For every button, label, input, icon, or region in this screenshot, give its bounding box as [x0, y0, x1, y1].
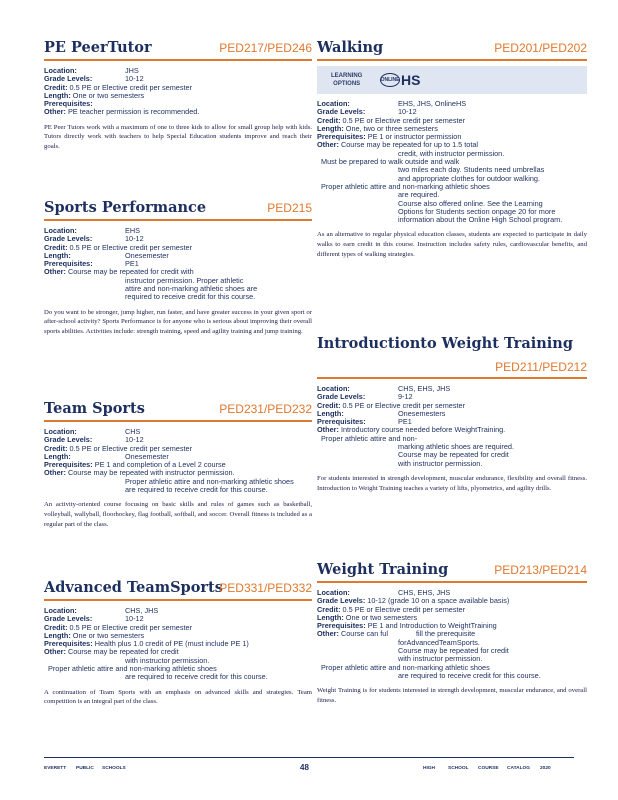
course-code: PED211/PED212: [495, 360, 587, 374]
section-divider: [317, 581, 587, 583]
credit-value: 0.5 PE or Elective credit per semester: [69, 622, 193, 632]
course-title: Team Sports: [44, 400, 145, 417]
credit-value: 0.5 PE or Elective credit per semester: [69, 242, 193, 252]
prereq-value: PE 1 and Introduction to WeightTraining: [367, 621, 497, 631]
course-sports-performance: [44, 194, 312, 336]
other-continued: with instructor permission.: [398, 458, 483, 468]
other-value: Course may be repeated for up to 1.5 total: [340, 140, 479, 150]
course-code: PED217/PED246: [219, 41, 312, 55]
learning-options-banner: [317, 66, 587, 94]
other-value: Introductory course needed before WeightTraining.: [340, 425, 506, 435]
course-walking: [317, 34, 587, 259]
other-continued: Proper athletic attire and non-marking athletic shoes: [125, 476, 294, 486]
course-title: Walking: [317, 39, 384, 56]
course-code: PED331/PED332: [219, 581, 312, 595]
other-continued: Course may be repeated for credit: [398, 450, 509, 460]
footer-left-2: PUBLIC: [76, 766, 94, 771]
course-details: Location: EHS, JHS, OnlineHS Grade Levels: 10-12 Credit: 0.5 PE or Elective credit per semester Length: One, two or three semesters Prerequisites: PE 1 or instructor permission Other: Course may be repeated for up to 1.5 total credit, with instructor permission. Must be prepared to walk outside and walk two miles each day. Students need umbrellas and appropriate clothes for outdoor walking. Proper athletic attire and non-marking athletic shoes are required. Course also offered online. See the Learning Options for Students section onpage 20 for more information about the Online High School program.: [317, 100, 587, 224]
course-details: Location: JHS Grade Levels: 10-12 Credit: 0.5 PE or Elective credit per semester Length: One or two semesters Prerequisites: Other: PE teacher permission is recommended.: [44, 66, 200, 117]
course-description: As an alternative to regular physical education classes, students are expected to participate in daily walks to earn credit in this course. Instruction includes safety rules, cardiovascular benefits, and different types of walking strategies.: [317, 231, 587, 258]
credit-value: 0.5 PE or Elective credit per semester: [69, 82, 193, 92]
online-badge: ONLINE: [380, 73, 400, 87]
length-value: One or two semesters: [72, 630, 145, 640]
course-description: PE Peer Tutors work with a maximum of one to three kids to allow for small group help with kids. Tutors directly work with teachers to help Special Education students improve and reach their goals.: [44, 123, 312, 150]
course-advanced-team-sports: [44, 574, 312, 707]
other-continued: Options for Students section onpage 20 for more: [398, 206, 556, 216]
prereq-value: PE1: [398, 417, 412, 427]
length-value: One or two semesters: [345, 612, 418, 622]
grades-value: 10-12 (grade 10 on a space available basis): [367, 596, 510, 606]
course-title: PE PeerTutor: [44, 39, 152, 56]
other-value: Course may be repeated with instructor permission.: [67, 468, 235, 478]
location-value: CHS: [125, 427, 141, 436]
section-divider: [44, 59, 312, 61]
other-continued: are required to receive credit for this course.: [125, 672, 268, 682]
section-divider: [44, 420, 312, 422]
other-continued: and appropriate clothes for outdoor walking.: [398, 173, 540, 183]
grades-value: 10-12: [125, 435, 144, 445]
credit-value: 0.5 PE or Elective credit per semester: [342, 115, 466, 125]
other-value-tail: fill the prerequisite: [416, 629, 476, 639]
other-continued: are required to receive credit for this course.: [125, 485, 268, 495]
course-details: Location: EHS Grade Levels: 10-12 Credit: 0.5 PE or Elective credit per semester Length: Onesemester Prerequisites: PE1 Other: Course may be repeated for credit with instructor permission. Proper athletic attire and non-marking athletic shoes are required to receive credit for this course.: [44, 227, 312, 302]
course-code: PED215: [267, 201, 312, 215]
course-team-sports: [44, 395, 312, 529]
other-continued: information about the Online High School program.: [398, 215, 563, 225]
length-value: One, two or three semesters: [345, 123, 438, 133]
course-details: Location: CHS, EHS, JHS Grade Levels: 10-12 (grade 10 on a space available basis) Credit: 0.5 PE or Elective credit per semester Length: One or two semesters Prerequisites: PE 1 and Introduction to WeightTraining Other: Course can ful fill the prerequisite forAdvancedTeamSports. Course may be repeated for credit with instructor permission. Proper athletic attire and non-marking athletic shoes are required to receive credit for this course.: [317, 589, 587, 680]
other-continued: with instructor permission.: [125, 655, 210, 665]
course-pe-peer-tutor: [44, 34, 312, 152]
other-continued: Proper athletic attire and non-: [321, 433, 418, 443]
other-continued: Course may be repeated for credit: [398, 646, 509, 656]
credit-value: 0.5 PE or Elective credit per semester: [342, 604, 466, 614]
length-value: One or two semesters: [72, 90, 145, 100]
course-description: Weight Training is for students interested in strength development, muscular endurance, and overall fitness.: [317, 687, 587, 704]
course-details: Location: CHS, JHS Grade Levels: 10-12 Credit: 0.5 PE or Elective credit per semester Length: One or two semesters Prerequisites: Health plus 1.0 credit of PE (must include PE 1) Other: Course may be repeated for credit with instructor permission. Proper athletic attire and non-marking athletic shoes are required to receive credit for this course.: [44, 607, 312, 682]
location-value: CHS, JHS: [125, 606, 159, 615]
section-divider: [317, 377, 587, 379]
course-title: Weight Training: [317, 561, 449, 578]
footer-right-1: HIGH: [423, 766, 435, 771]
other-continued: two miles each day. Students need umbrellas: [398, 165, 545, 175]
learning-options-label: LEARNING OPTIONS: [331, 73, 363, 87]
grades-value: 9-12: [398, 392, 413, 402]
other-continued: required to receive credit for this course.: [125, 292, 256, 302]
course-title: Advanced TeamSports: [44, 579, 223, 596]
credit-value: 0.5 PE or Elective credit per semester: [342, 400, 466, 410]
other-continued: with instructor permission.: [398, 654, 483, 664]
other-continued: are required to receive credit for this course.: [398, 670, 541, 680]
course-code: PED213/PED214: [494, 563, 587, 577]
grades-value: 10-12: [125, 614, 144, 624]
location-value: EHS: [125, 226, 141, 235]
footer-right-5: 2020: [540, 766, 551, 771]
other-value: Course may be repeated for credit: [67, 647, 179, 657]
other-continued: Proper athletic attire and non-marking athletic shoes: [321, 181, 490, 191]
other-continued: attire and non-marking athletic shoes are: [125, 284, 258, 294]
grades-value: 10-12: [125, 234, 144, 244]
prereq-value: PE 1 and completion of a Level 2 course: [94, 460, 226, 470]
credit-value: 0.5 PE or Elective credit per semester: [69, 443, 193, 453]
other-continued: instructor permission. Proper athletic: [125, 275, 244, 285]
other-continued: Proper athletic attire and non-marking athletic shoes: [321, 662, 490, 672]
course-title: Sports Performance: [44, 199, 207, 216]
location-value: CHS, EHS, JHS: [398, 384, 451, 393]
course-intro-weight-training: [317, 334, 587, 493]
other-continued: forAdvancedTeamSports.: [398, 637, 480, 647]
course-details: Location: CHS Grade Levels: 10-12 Credit: 0.5 PE or Elective credit per semester Length: Onesemester Prerequisites: PE 1 and completion of a Level 2 course Other: Course may be repeated with instructor permission. Proper athletic attire and non-marking athletic shoes are required to receive credit for this course.: [44, 428, 312, 494]
online-hs-logo: [380, 72, 420, 88]
footer-left-3: SCHOOLS: [102, 766, 126, 771]
grades-value: 10-12: [125, 74, 144, 84]
course-code: PED231/PED232: [219, 402, 312, 416]
footer-right-3: COURSE: [478, 766, 499, 771]
length-value: Onesemesters: [398, 408, 446, 418]
hs-logo-text: HS: [401, 72, 421, 88]
other-continued: Must be prepared to walk outside and walk: [321, 157, 460, 167]
section-divider: [44, 219, 312, 221]
course-details: Location: CHS, EHS, JHS Grade Levels: 9-12 Credit: 0.5 PE or Elective credit per semester Length: Onesemesters Prerequisites: PE1 Other: Introductory course needed before WeightTraining. Proper athletic attire and non- marking athletic shoes are required. Course may be repeated for credit with instructor permission.: [317, 385, 587, 468]
other-value: Course can ful: [340, 629, 388, 639]
location-value: JHS: [125, 66, 139, 75]
course-description: A continuation of Team Sports with an emphasis on advanced skills and strategies. Team competition is an integral part of the class.: [44, 688, 312, 706]
other-continued: credit, with instructor permission.: [398, 148, 505, 158]
other-value: Course may be repeated for credit with: [67, 267, 194, 277]
section-divider: [317, 59, 587, 61]
course-description: An activity-oriented course focusing on basic skills and rules of games such as basketball, volleyball, wallyball, floorhockey, flag football, softball, and soccer. Overall fitness is included as a regular part of the class.: [44, 501, 312, 528]
course-description: For students interested in strength development, muscular endurance, flexibility and overall fitness. Introduction to Weight Training teaches a variety of lifts, plyometrics, and agility drills.: [317, 474, 587, 492]
other-continued: Proper athletic attire and non-marking athletic shoes: [48, 664, 217, 674]
length-value: Onesemester: [125, 250, 169, 260]
prereq-value: PE1: [125, 259, 139, 269]
prereq-value: Health plus 1.0 credit of PE (must include PE 1): [94, 639, 249, 649]
other-continued: Course also offered online. See the Learning: [398, 198, 543, 208]
section-divider: [44, 599, 312, 601]
location-value: EHS, JHS, OnlineHS: [398, 99, 467, 108]
course-weight-training: [317, 556, 587, 705]
footer-divider: [44, 757, 574, 758]
course-code: PED201/PED202: [494, 41, 587, 55]
page-number: 48: [300, 763, 309, 772]
other-continued: marking athletic shoes are required.: [398, 442, 514, 452]
footer-right-2: SCHOOL: [448, 766, 469, 771]
other-value: PE teacher permission is recommended.: [67, 107, 200, 117]
footer-left-1: EVERETT: [44, 766, 67, 771]
other-continued: are required.: [398, 190, 440, 200]
course-description: Do you want to be stronger, jump higher, run faster, and have greater success in your given sport or after-school activity? Sports Performance is for anyone who is serious about improving their overall sports abilities. Activities include: strength training, speed and agility training and jump training.: [44, 308, 312, 335]
grades-value: 10-12: [398, 107, 417, 117]
location-value: CHS, EHS, JHS: [398, 588, 451, 597]
prereq-value: PE 1 or instructor permission: [367, 132, 462, 142]
footer-right-4: CATALOG: [507, 766, 531, 771]
course-title: Introductionto Weight Training: [317, 335, 573, 352]
length-value: Onesemester: [125, 451, 169, 461]
